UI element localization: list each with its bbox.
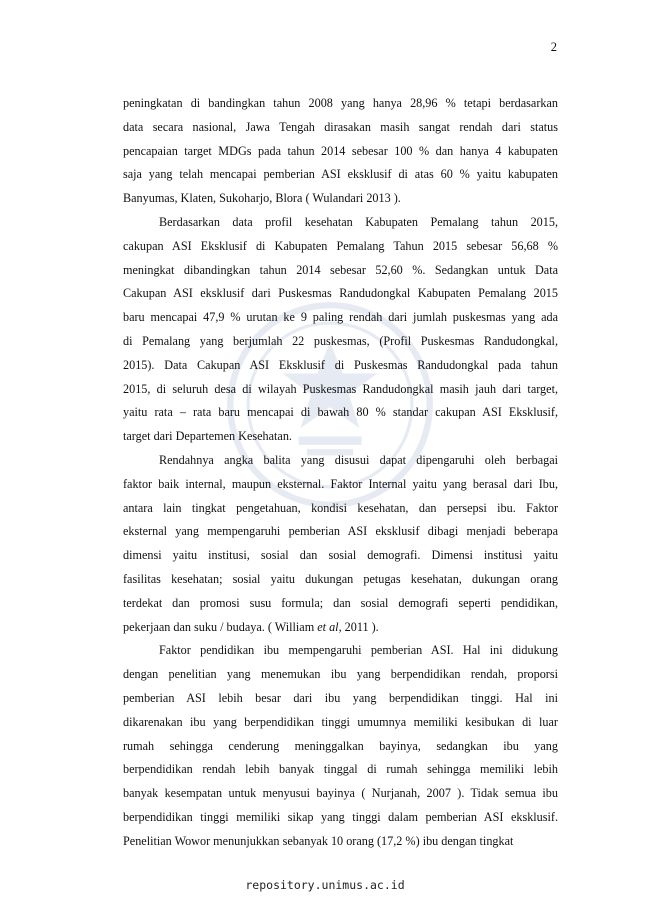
text-line: dimensi yaitu institusi, sosial dan sosial demografi. Dimensi institusi yaitu [123,548,558,563]
text-line: Banyumas, Klaten, Sukoharjo, Blora ( Wulandari 2013 ). [123,191,401,206]
repository-footer: repository.unimus.ac.id [245,878,405,892]
text-line: terdekat dan promosi susu formula; dan sosial demografi seperti pendidikan, [123,595,558,610]
page-number: 2 [550,40,557,54]
body-text [123,92,558,854]
text-line: Berdasarkan data profil kesehatan Kabupaten Pemalang tahun 2015, [159,214,558,229]
text-line: rumah sehingga cenderung meninggalkan bayinya, sedangkan ibu yang [123,738,558,753]
text-line: Rendahnya angka balita yang disusui dapat dipengaruhi oleh berbagai [159,452,558,467]
paragraph [123,211,558,449]
text-line: banyak kesempatan untuk menyusui bayinya ( Nurjanah, 2007 ). Tidak semua ibu [123,786,558,801]
text-line: pekerjaan dan suku / budaya. ( William et al, 2011 ). [123,619,379,634]
text-line: eksternal yang mempengaruhi pemberian ASI eksklusif dibagi menjadi beberapa [123,524,558,539]
text-line: saja yang telah mencapai pemberian ASI eksklusif di atas 60 % yaitu kabupaten [123,167,558,182]
text-line: fasilitas kesehatan; sosial yaitu dukungan petugas kesehatan, dukungan orang [123,571,558,586]
text-line: yaitu rata – rata baru mencapai di bawah 80 % standar cakupan ASI Eksklusif, [123,405,558,420]
paragraph [123,449,558,639]
text-line: cakupan ASI Eksklusif di Kabupaten Pemalang Tahun 2015 sebesar 56,68 % [123,238,558,253]
text-line: baru mencapai 47,9 % urutan ke 9 paling rendah dari jumlah puskesmas yang ada [123,310,558,325]
text-line: faktor baik internal, maupun eksternal. Faktor Internal yaitu yang berasal dari Ibu, [123,476,558,491]
text-line: dikarenakan ibu yang berpendidikan tinggi umumnya memiliki kesibukan di luar [123,714,558,729]
text-line: Faktor pendidikan ibu mempengaruhi pemberian ASI. Hal ini didukung [159,643,558,658]
text-line: berpendidikan tinggi memiliki sikap yang tinggi dalam pemberian ASI eksklusif. [123,809,558,824]
text-line: 2015). Data Cakupan ASI Eksklusif di Puskesmas Randudongkal pada tahun [123,357,558,372]
text-line: antara lain tingkat pengetahuan, kondisi kesehatan, dan persepsi ibu. Faktor [123,500,558,515]
text-line: peningkatan di bandingkan tahun 2008 yang hanya 28,96 % tetapi berdasarkan [123,96,558,110]
text-line: di Pemalang yang berjumlah 22 puskesmas, (Profil Puskesmas Randudongkal, [123,333,558,348]
text-line: pencapaian target MDGs pada tahun 2014 sebesar 100 % dan hanya 4 kabupaten [123,143,558,158]
text-line: Penelitian Wowor menunjukkan sebanyak 10 orang (17,2 %) ibu dengan tingkat [123,833,514,848]
text-line: target dari Departemen Kesehatan. [123,429,292,444]
text-line: dengan penelitian yang menemukan ibu yang berpendidikan rendah, proporsi [123,667,558,682]
text-line: meningkat dibandingkan tahun 2014 sebesar 52,60 %. Sedangkan untuk Data [123,262,558,277]
text-line: berpendidikan rendah lebih banyak tinggal di rumah sehingga memiliki lebih [123,762,558,777]
text-line: Cakupan ASI eksklusif dari Puskesmas Randudongkal Kabupaten Pemalang 2015 [123,286,558,301]
paragraph [123,639,558,853]
paragraph [123,92,558,211]
text-line: pemberian ASI lebih besar dari ibu yang berpendidikan tinggi. Hal ini [123,690,558,705]
text-line: data secara nasional, Jawa Tengah dirasakan masih sangat rendah dari status [123,119,558,134]
text-line: 2015, di seluruh desa di wilayah Puskesmas Randudongkal masih jauh dari target, [123,381,558,396]
